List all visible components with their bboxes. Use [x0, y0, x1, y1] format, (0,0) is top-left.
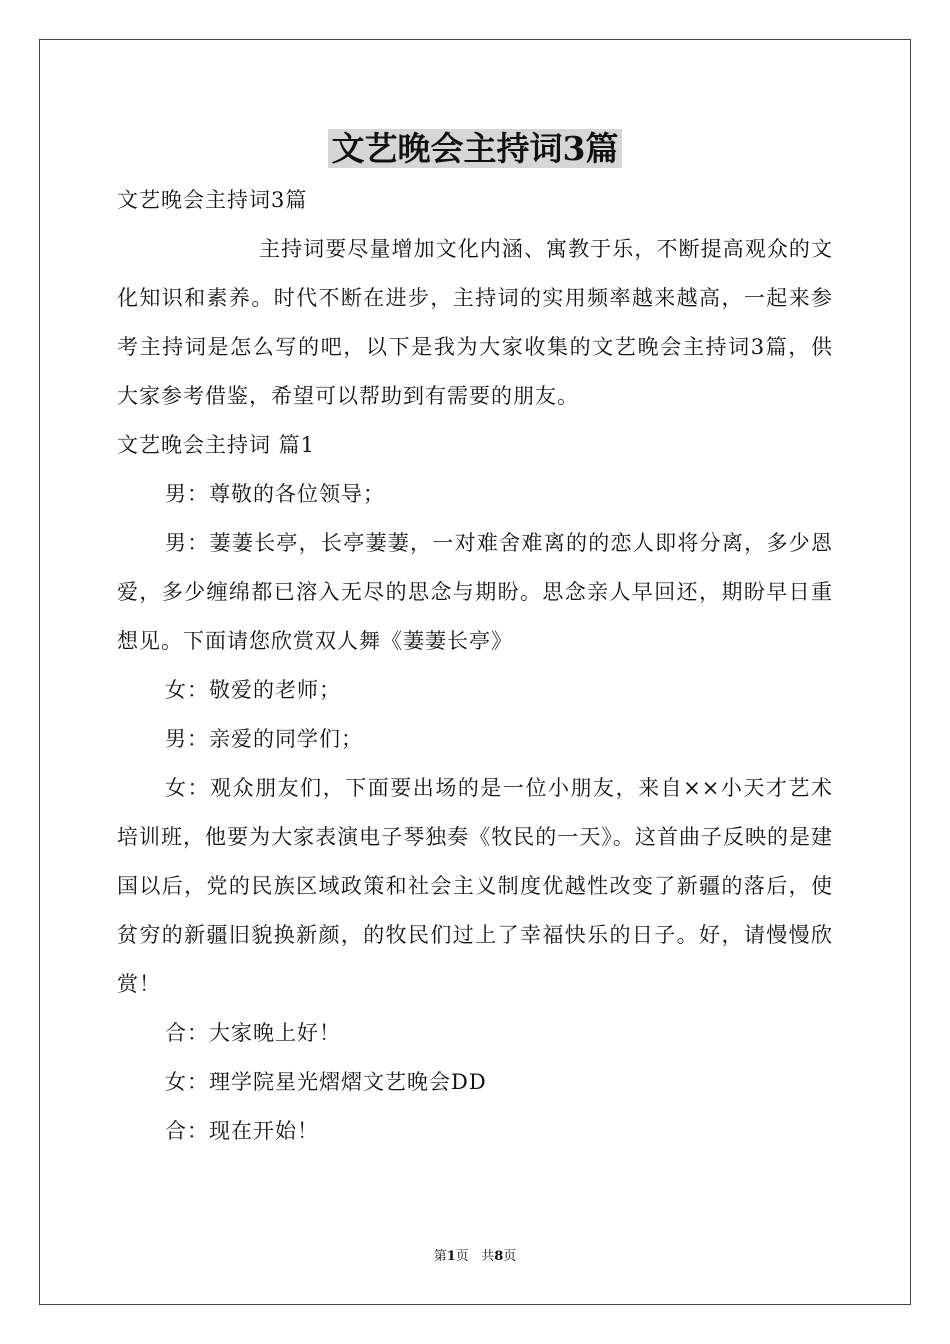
dialogue-line: 男：亲爱的同学们；: [165, 727, 363, 751]
dialogue-line: 女：敬爱的老师；: [165, 678, 341, 702]
document-title: [0, 124, 950, 174]
page-footer: [0, 1247, 950, 1267]
dialogue-line: 女：理学院星光熠熠文艺晚会DD: [165, 1070, 487, 1094]
total-prefix: 共: [481, 1249, 495, 1264]
dialogue-line: 男：尊敬的各位领导；: [165, 482, 385, 506]
page-suffix: 页: [455, 1249, 469, 1264]
intro-paragraph: 主持词要尽量增加文化内涵、寓教于乐，不断提高观众的文化知识和素养。时代不断在进步，主持词的实用频率越来越高，一起来参考主持词是怎么写的吧，以下是我为大家收集的文艺晚会主持词3篇，供大家参考借鉴，希望可以帮助到有需要的朋友。: [117, 237, 833, 408]
document-subtitle: 文艺晚会主持词3篇: [117, 188, 308, 212]
page-number: 1: [446, 1249, 456, 1264]
document-body: [117, 176, 833, 1156]
section-heading: 文艺晚会主持词 篇1: [117, 433, 316, 457]
page-prefix: 第: [433, 1249, 447, 1264]
dialogue-line: 男：萋萋长亭，长亭萋萋，一对难舍难离的的恋人即将分离，多少恩爱，多少缠绵都已溶入无尽的思念与期盼。思念亲人早回还，期盼早日重想见。下面请您欣赏双人舞《萋萋长亭》: [117, 531, 833, 653]
dialogue-line: 女：观众朋友们，下面要出场的是一位小朋友，来自××小天才艺术培训班，他要为大家表演电子琴独奏《牧民的一天》。这首曲子反映的是建国以后，党的民族区域政策和社会主义制度优越性改变了新疆的落后，使贫穷的新疆旧貌换新颜，的牧民们过上了幸福快乐的日子。好，请慢慢欣赏！: [117, 776, 833, 996]
dialogue-line: 合：现在开始！: [165, 1119, 319, 1143]
total-suffix: 页: [503, 1249, 517, 1264]
total-pages: 8: [494, 1249, 504, 1264]
dialogue-line: 合：大家晚上好！: [165, 1021, 341, 1045]
document-title-text: 文艺晚会主持词3篇: [328, 129, 623, 168]
